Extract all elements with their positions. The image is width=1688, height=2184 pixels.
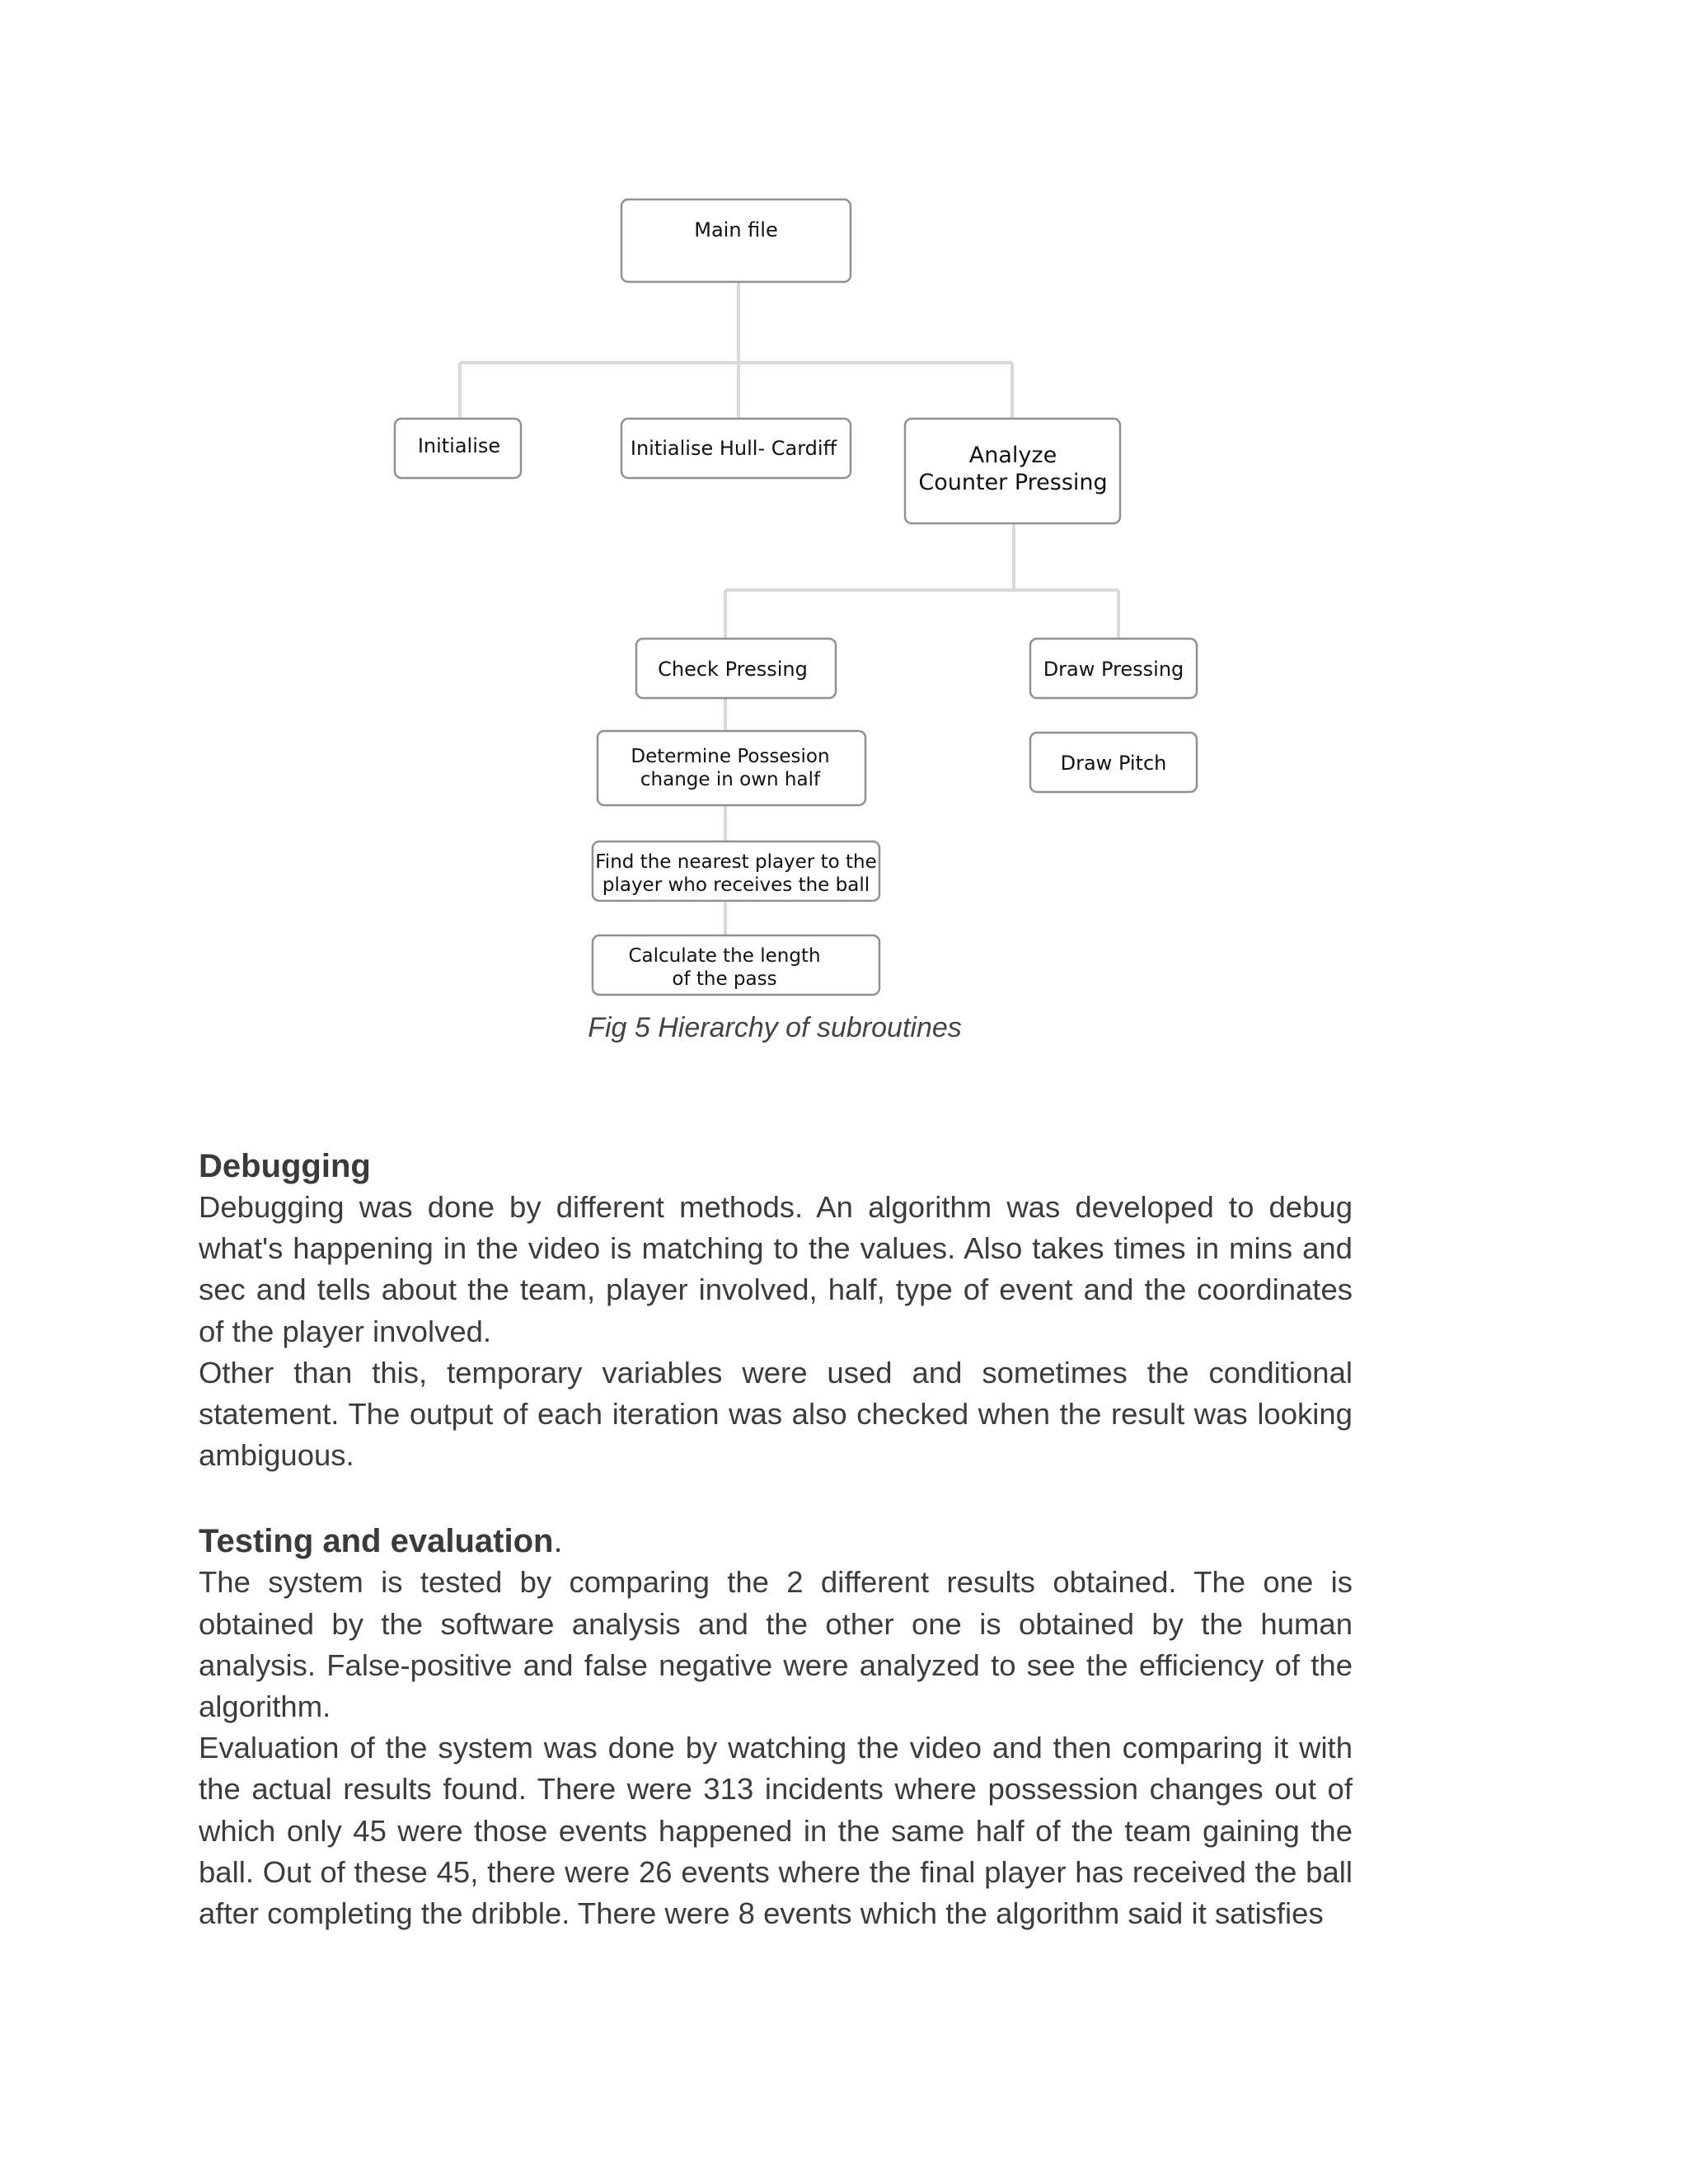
- label-analyze-line2: Counter Pressing: [918, 470, 1108, 495]
- label-calculate-line2: of the pass: [672, 968, 777, 990]
- paragraph-testing-1: The system is tested by comparing the 2 different results obtained. The one is obtained by the software analysis and the other one is obtained by the human analysis. False-positive and false negative were analyzed to see the efficiency of the algorithm.: [199, 1565, 1353, 1724]
- subroutine-hierarchy-diagram: [0, 0, 1688, 1071]
- section-testing-evaluation: [199, 1521, 1353, 1934]
- heading-testing-text: Testing and evaluation: [199, 1523, 554, 1560]
- label-determine-line2: change in own half: [640, 769, 821, 790]
- paragraph-debugging-2: Other than this, temporary variables were used and sometimes the conditional statement. The output of each iteration was also checked when the result was looking ambiguous.: [199, 1355, 1353, 1473]
- paragraph-testing-2: Evaluation of the system was done by watching the video and then comparing it with the actual results found. There were 313 incidents where possession changes out of which only 45 were those events happened in the same half of the team gaining the ball. Out of these 45, there were 26 events where the final player has received the ball after completing the dribble. There were 8 events which the algorithm said it satisfies: [199, 1731, 1353, 1931]
- diagram-connectors: [460, 282, 1118, 935]
- label-find-line2: player who receives the ball: [602, 874, 870, 896]
- node-determine-possession: [598, 731, 865, 805]
- label-check-pressing: Check Pressing: [658, 658, 808, 681]
- label-initialise: Initialise: [417, 434, 501, 457]
- label-find-line1: Find the nearest player to the: [595, 851, 877, 873]
- diagram-labels: [418, 218, 1184, 990]
- document-body: [199, 1146, 1353, 1934]
- label-draw-pitch: Draw Pitch: [1060, 752, 1167, 775]
- heading-testing-evaluation: [199, 1521, 1353, 1562]
- paragraph-debugging-1: Debugging was done by different methods. An algorithm was developed to debug what's happening in the video is matching to the values. Also takes times in mins and sec and tells about the team, player involved, half, type of event and the coordinates of the player involved.: [199, 1190, 1353, 1348]
- label-calculate-line1: Calculate the length: [628, 945, 821, 967]
- figure-caption: Fig 5 Hierarchy of subroutines: [588, 1012, 962, 1043]
- heading-debugging: Debugging: [199, 1148, 371, 1184]
- label-draw-pressing: Draw Pressing: [1043, 658, 1184, 681]
- label-main-file: Main file: [694, 218, 778, 241]
- label-determine-line1: Determine Possesion: [631, 746, 830, 767]
- label-initialise-hull-cardiff: Initialise Hull- Cardiff: [630, 437, 837, 460]
- label-analyze-line1: Analyze: [968, 443, 1057, 468]
- section-debugging: [199, 1146, 1353, 1476]
- heading-testing-period: .: [553, 1523, 563, 1560]
